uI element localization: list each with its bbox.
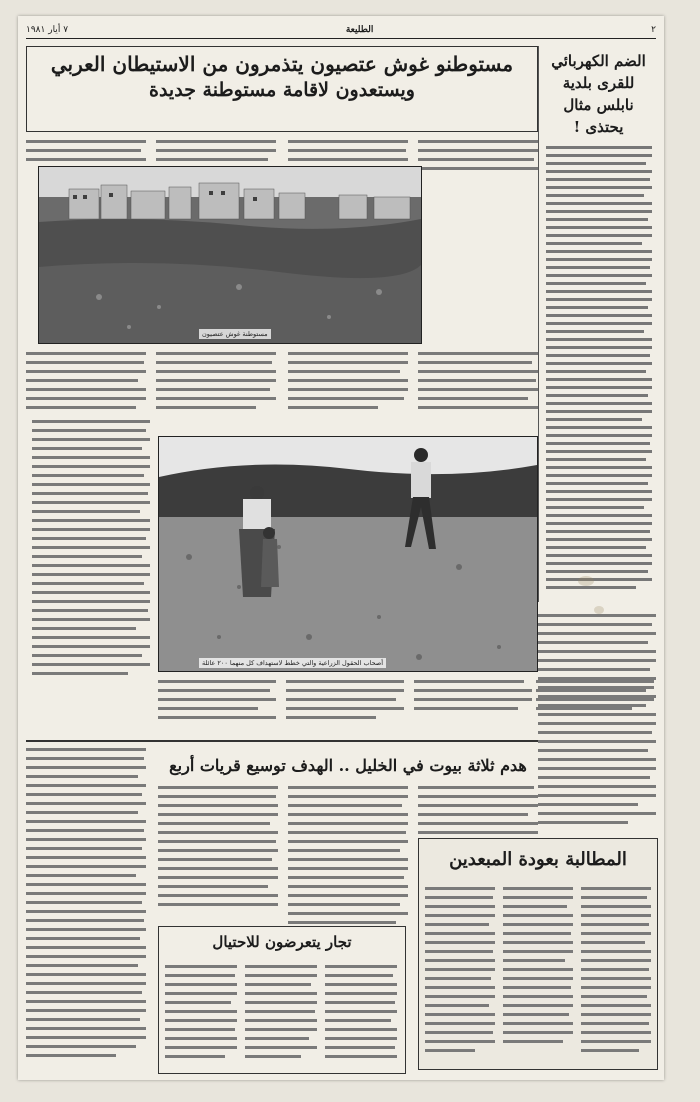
bottom-photo-caption: أصحاب الحقول الزراعية والتي خطط لاستهداف كل منهما ٢٠٠ عائلة	[199, 658, 386, 668]
sidebar-story	[538, 46, 658, 602]
deportees-story-box	[418, 838, 658, 1070]
main-headline: مستوطنو غوش عتصيون يتذمرون من الاستيطان العربي	[50, 52, 514, 76]
hebron-headline: هدم ثلاثة بيوت في الخليل .. الهدف توسيع قريات أربع	[169, 756, 527, 775]
merchants-story-box	[158, 926, 406, 1074]
deportees-story-text	[425, 885, 651, 1065]
section-divider	[26, 740, 538, 742]
merchants-story-text	[165, 963, 399, 1069]
field-photo-image	[159, 437, 537, 671]
main-subheadline: ويستعدون لاقامة مستوطنة جديدة	[149, 79, 415, 101]
merchants-headline: تجار يتعرضون للاحتيال	[212, 933, 352, 951]
top-photo-caption: مستوطنة غوش عتصيون	[199, 329, 271, 339]
deportees-headline: المطالبة بعودة المبعدين	[449, 849, 627, 870]
sidebar-text-lines	[546, 144, 652, 604]
page-number: ٢	[651, 25, 656, 35]
right-column-text	[538, 612, 656, 832]
left-column-text	[32, 350, 150, 680]
sidebar-headline: الضم الكهربائي للقرى بلدية نابلس مثال يحتذى !	[551, 52, 646, 136]
issue-date: ٧ أيار ١٩٨١	[26, 25, 69, 35]
paper-stain	[594, 606, 604, 614]
main-headline-box	[26, 46, 538, 132]
settlement-photo	[38, 166, 422, 344]
sidebar-body	[545, 144, 652, 604]
newspaper-page	[18, 16, 664, 1080]
paper-name: الطليعة	[345, 25, 374, 35]
field-photo	[158, 436, 538, 672]
paper-stain	[578, 576, 594, 586]
settlement-photo-image	[39, 167, 421, 343]
page-header	[26, 22, 656, 39]
